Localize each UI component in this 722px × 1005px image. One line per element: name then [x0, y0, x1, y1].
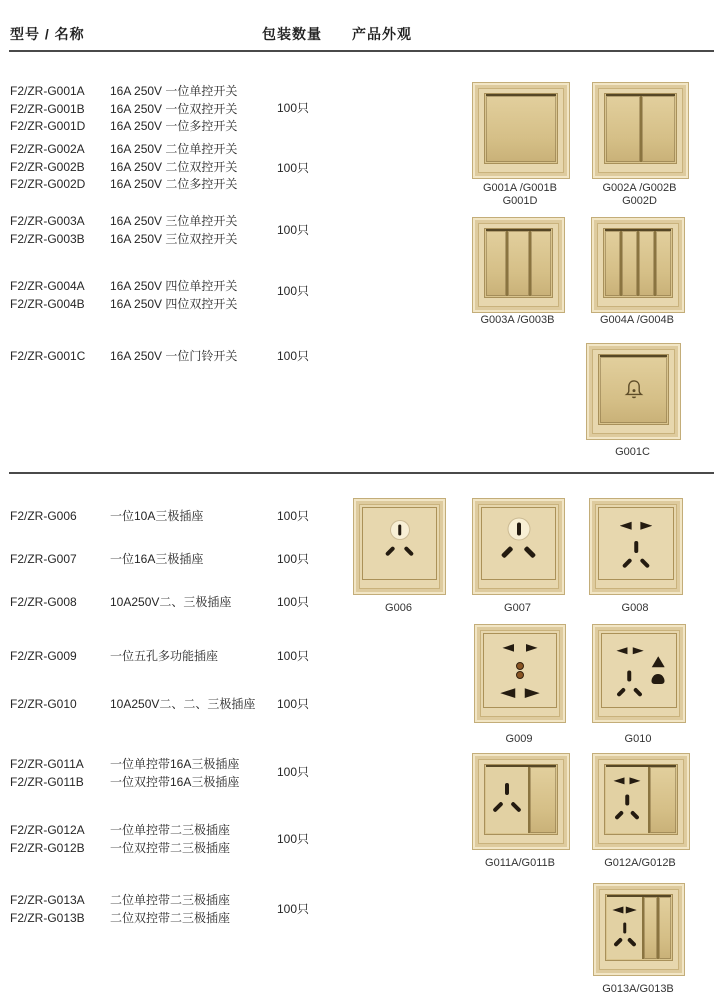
model-cell: F2/ZR-G001D [10, 119, 86, 133]
column-header-appearance: 产品外观 [352, 26, 412, 42]
flat-pin-hole-right [629, 777, 640, 785]
product-caption-line: G002D [622, 195, 657, 207]
earth-slot-hole [634, 541, 638, 553]
product-caption-line: G001C [615, 446, 650, 458]
multi-pin-hole [516, 671, 524, 679]
rocker-group [605, 231, 671, 296]
rocker-group [486, 96, 556, 162]
switch-recess [484, 93, 558, 164]
column-header-package-qty: 包装数量 [262, 26, 322, 42]
product-caption-line: G006 [385, 602, 412, 614]
switch-recess [484, 228, 553, 298]
qty-cell: 100只 [277, 349, 310, 363]
qty-cell: 100只 [277, 697, 310, 711]
flat-pin-hole-right [525, 688, 540, 699]
panel-topline [486, 94, 556, 96]
switch-socket-recess [604, 764, 678, 835]
product-caption [457, 857, 583, 870]
product-caption-line: G012A/G012B [604, 857, 676, 869]
flat-pin-hole-left [616, 647, 627, 655]
product-caption-line: G008 [621, 602, 649, 614]
model-cell: F2/ZR-G012B [10, 840, 85, 855]
product-caption [578, 983, 698, 996]
switch-recess [598, 354, 669, 425]
earth-slot-hole [625, 795, 629, 806]
panel-topline [486, 229, 551, 231]
model-cell: F2/ZR-G003A [10, 214, 85, 228]
desc-cell: 一位单控带二三极插座 [110, 823, 231, 837]
doorbell-icon [621, 376, 647, 402]
socket-area [607, 897, 642, 959]
desc-cell: 16A 250V 二位单控开关 [110, 142, 238, 156]
neutral-slot-hole [627, 937, 637, 947]
rocker-button [656, 231, 671, 296]
product-caption [457, 314, 578, 327]
model-cell: F2/ZR-G010 [10, 697, 77, 711]
model-cell: F2/ZR-G001A [10, 84, 85, 98]
socket-recess [481, 507, 556, 580]
qty-cell: 100只 [277, 765, 310, 779]
product-caption-line: G001D [502, 195, 538, 207]
live-slot-hole [501, 546, 513, 558]
qty-cell: 100只 [277, 509, 310, 523]
panel-topline [600, 355, 667, 357]
round-pin-hole-bottom [652, 674, 665, 684]
desc-cell: 10A250V二、三极插座 [110, 595, 232, 609]
qty-cell: 100只 [277, 101, 310, 115]
switch-socket-recess [605, 894, 673, 961]
rocker-button [600, 357, 667, 423]
rocker-button [605, 231, 620, 296]
rocker-button [622, 231, 637, 296]
desc-cell: 16A 250V 一位单控开关 [110, 84, 238, 98]
flat-pin-hole-left [614, 777, 625, 785]
switch-socket-recess [484, 764, 558, 835]
socket-area [486, 767, 528, 833]
qty-cell: 100只 [277, 284, 310, 298]
earth-slot-hole [398, 525, 402, 536]
flat-pin-hole-right [633, 647, 644, 655]
product-caption [574, 602, 696, 615]
combo-body [606, 767, 676, 833]
live-slot-hole [385, 545, 395, 555]
product-image-g013 [593, 883, 685, 976]
neutral-slot-hole [631, 810, 641, 820]
combo-body [486, 767, 556, 833]
flat-pin-hole-left [502, 643, 514, 652]
live-slot-hole [492, 801, 503, 812]
socket-area [606, 767, 648, 833]
multi-pin-hole [516, 662, 524, 670]
desc-cell: 16A 250V 四位双控开关 [110, 296, 238, 311]
product-caption-line: G003A /G003B [480, 314, 555, 326]
model-cell: F2/ZR-G009 [10, 649, 77, 663]
neutral-slot-hole [524, 546, 536, 558]
desc-cell: 16A 250V 一位双控开关 [110, 101, 238, 116]
rocker-button [530, 767, 556, 833]
earth-slot-hole [623, 923, 627, 934]
product-image-g012 [592, 753, 690, 850]
rocker-button [639, 231, 654, 296]
product-image-g010 [592, 624, 686, 723]
model-cell: F2/ZR-G004A [10, 279, 85, 293]
earth-slot-hole [517, 523, 521, 536]
rocker-button [650, 767, 676, 833]
panel-topline [606, 765, 676, 767]
neutral-slot-hole [511, 801, 522, 812]
product-image-g009 [474, 624, 566, 723]
model-cell: F2/ZR-G011B [10, 774, 84, 789]
earth-slot-hole [505, 783, 509, 795]
model-cell: F2/ZR-G001C [10, 349, 86, 363]
model-cell: F2/ZR-G003B [10, 231, 85, 246]
rocker-button [531, 231, 551, 296]
live-slot-hole [613, 937, 623, 947]
switch-recess [604, 93, 677, 164]
product-image-g001 [472, 82, 570, 179]
product-image-g006 [353, 498, 446, 595]
qty-cell: 100只 [277, 649, 310, 663]
rocker-button [508, 231, 528, 296]
rocker-group [486, 231, 551, 296]
product-caption [577, 182, 702, 208]
model-cell: F2/ZR-G001B [10, 101, 85, 116]
qty-cell: 100只 [277, 832, 310, 846]
desc-cell: 二位单控带二三极插座 [110, 893, 231, 907]
switch-recess [603, 228, 673, 298]
rocker-button [486, 231, 506, 296]
header-divider [9, 50, 714, 52]
section-divider [9, 472, 714, 474]
live-slot-hole [616, 687, 626, 697]
product-caption [571, 446, 694, 459]
product-image-g002 [592, 82, 689, 179]
product-caption-line: G013A/G013B [602, 983, 674, 995]
qty-cell: 100只 [277, 161, 310, 175]
desc-cell: 一位单控带16A三极插座 [110, 757, 240, 771]
product-image-g001c [586, 343, 681, 440]
product-image-g004 [591, 217, 685, 313]
model-cell: F2/ZR-G011A [10, 757, 84, 771]
desc-cell: 16A 250V 四位单控开关 [110, 279, 238, 293]
product-image-g011 [472, 753, 570, 850]
flat-pin-hole-right [526, 643, 538, 652]
model-cell: F2/ZR-G002A [10, 142, 85, 156]
desc-cell: 一位16A三极插座 [110, 552, 204, 566]
model-cell: F2/ZR-G013A [10, 893, 85, 907]
product-image-g008 [589, 498, 683, 595]
desc-cell: 一位双控带二三极插座 [110, 840, 231, 855]
column-header-model-name: 型号 / 名称 [10, 26, 85, 42]
rocker-button [606, 96, 640, 162]
product-caption-line: G010 [624, 733, 652, 745]
rocker-button [642, 96, 676, 162]
product-caption-line: G007 [504, 602, 531, 614]
flat-pin-hole-right [626, 906, 637, 914]
flat-pin-hole-left [612, 906, 623, 914]
product-caption [459, 733, 579, 746]
desc-cell: 16A 250V 三位双控开关 [110, 231, 238, 246]
panel-topline [606, 94, 675, 96]
product-caption [338, 602, 459, 615]
desc-cell: 一位五孔多功能插座 [110, 649, 219, 663]
desc-cell: 16A 250V 三位单控开关 [110, 214, 238, 228]
qty-cell: 100只 [277, 595, 310, 609]
desc-cell: 16A 250V 一位门铃开关 [110, 349, 238, 363]
model-cell: F2/ZR-G008 [10, 595, 77, 609]
desc-cell: 16A 250V 二位多控开关 [110, 177, 238, 191]
desc-cell: 10A250V二、二、三极插座 [110, 697, 256, 711]
socket-recess [362, 507, 437, 580]
product-caption [457, 602, 578, 615]
combo-body [607, 897, 671, 959]
live-slot-hole [622, 558, 632, 568]
desc-cell: 16A 250V 二位双控开关 [110, 159, 238, 174]
panel-topline [607, 895, 671, 897]
qty-cell: 100只 [277, 552, 310, 566]
product-image-g003 [472, 217, 565, 313]
desc-cell: 一位10A三极插座 [110, 509, 204, 523]
model-cell: F2/ZR-G002D [10, 177, 86, 191]
product-caption [457, 182, 583, 208]
model-cell: F2/ZR-G012A [10, 823, 85, 837]
flat-pin-hole-right [640, 521, 652, 530]
product-caption-line: G004A /G004B [600, 314, 674, 326]
qty-cell: 100只 [277, 223, 310, 237]
product-caption [576, 314, 698, 327]
product-caption [577, 733, 699, 746]
model-cell: F2/ZR-G004B [10, 296, 85, 311]
rocker-button [486, 96, 556, 162]
panel-topline [486, 765, 556, 767]
product-caption-line: G001A /G001B [483, 182, 557, 194]
live-slot-hole [614, 810, 624, 820]
socket-recess [483, 633, 557, 708]
rocker-group [606, 96, 675, 162]
panel-topline [605, 229, 671, 231]
flat-pin-hole-left [500, 688, 515, 699]
desc-cell: 二位双控带二三极插座 [110, 910, 231, 925]
flat-pin-hole-left [620, 521, 632, 530]
product-caption-line: G011A/G011B [485, 857, 555, 869]
rocker-button [644, 897, 656, 959]
product-caption-line: G002A /G002B [602, 182, 677, 194]
earth-slot-hole [628, 671, 632, 682]
neutral-slot-hole [633, 687, 643, 697]
model-cell: F2/ZR-G013B [10, 910, 85, 925]
model-cell: F2/ZR-G002B [10, 159, 85, 174]
rocker-group [600, 357, 667, 423]
product-caption-line: G009 [505, 733, 533, 745]
desc-cell: 16A 250V 一位多控开关 [110, 119, 238, 133]
product-caption [577, 857, 703, 870]
model-cell: F2/ZR-G007 [10, 552, 77, 566]
socket-recess [601, 633, 677, 708]
product-image-g007 [472, 498, 565, 595]
model-cell: F2/ZR-G006 [10, 509, 77, 523]
qty-cell: 100只 [277, 902, 310, 916]
rocker-button [659, 897, 671, 959]
neutral-slot-hole [640, 558, 650, 568]
desc-cell: 一位双控带16A三极插座 [110, 774, 240, 789]
socket-recess [598, 507, 674, 580]
neutral-slot-hole [404, 545, 414, 555]
round-pin-hole-top [652, 656, 665, 667]
